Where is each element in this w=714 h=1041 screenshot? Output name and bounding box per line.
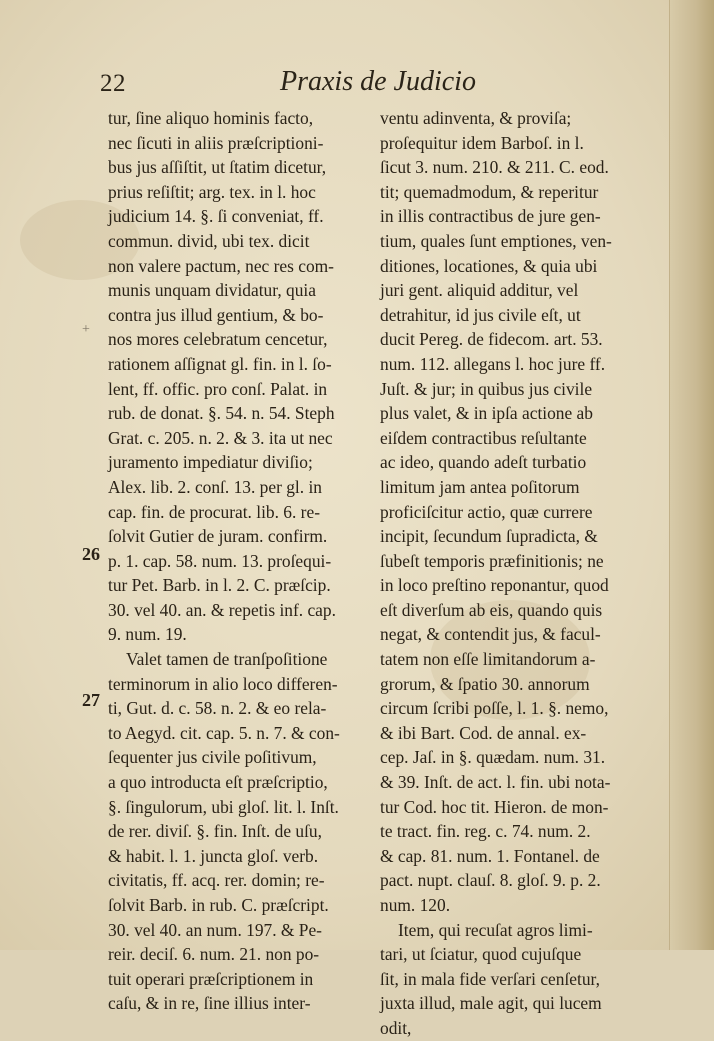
text-line: rationem aſſignat gl. fin. in l. ſo- (108, 353, 332, 374)
text-line: to Aegyd. cit. cap. 5. n. 7. & con- (108, 722, 340, 743)
text-line: tur Cod. hoc tit. Hieron. de mon- (380, 796, 609, 817)
text-line: incipit, ſecundum ſupradicta, & (380, 526, 598, 547)
text-line: 30. vel 40. an num. 197. & Pe- (108, 919, 322, 940)
text-line: non valere pactum, nec res com- (108, 255, 334, 276)
text-line: de rer. diviſ. §. fin. Inſt. de uſu, (108, 821, 322, 842)
text-line: eiſdem contractibus reſultante (380, 427, 587, 448)
text-line: juxta illud, male agit, qui lucem (380, 993, 602, 1014)
text-line: & habit. l. 1. juncta gloſ. verb. (108, 845, 319, 866)
text-line: ditiones, locationes, & quia ubi (380, 255, 598, 276)
text-line: caſu, & in re, ſine illius inter- (108, 993, 311, 1014)
text-line: cep. Jaſ. in §. quædam. num. 31. (380, 747, 606, 768)
text-line: proſequitur idem Barboſ. in l. (380, 132, 584, 153)
text-line: p. 1. cap. 58. num. 13. proſequi- (108, 550, 332, 571)
text-line: commun. divid, ubi tex. dicit (108, 230, 310, 251)
text-line: ventu adinventa, & proviſa; (380, 108, 572, 128)
text-line: ac ideo, quando adeſt turbatio (380, 452, 587, 473)
text-line: ſolvit Gutier de juram. confirm. (108, 526, 328, 547)
text-line: civitatis, ff. acq. rer. domin; re- (108, 870, 325, 891)
text-line: eſt diverſum ab eis, quando quis (380, 599, 603, 620)
text-line: Alex. lib. 2. conſ. 13. per gl. in (108, 476, 322, 497)
text-line: & cap. 81. num. 1. Fontanel. de (380, 845, 600, 866)
text-line: contra jus illud gentium, & bo- (108, 304, 324, 325)
text-line: prius reſiſtit; arg. tex. in l. hoc (108, 181, 316, 202)
page-header (100, 64, 660, 104)
text-line: bus jus aſſiſtit, ut ſtatim dicetur, (108, 157, 327, 178)
text-line: 9. num. 19. (108, 624, 187, 645)
text-line: Item, qui recuſat agros limi- (398, 919, 593, 940)
text-line: Juſt. & jur; in quibus jus civile (380, 378, 593, 399)
text-line: nec ſicuti in aliis præſcriptioni- (108, 132, 324, 153)
text-line: num. 120. (380, 895, 451, 915)
text-line: nos mores celebratum cencetur, (108, 329, 328, 350)
text-line: num. 112. allegans l. hoc jure ff. (380, 353, 606, 374)
text-line: terminorum in alio loco differen- (108, 673, 338, 694)
text-line: ſolvit Barb. in rub. C. præſcript. (108, 895, 329, 915)
text-line: limitum jam antea poſitorum (380, 476, 580, 497)
text-line: ſicut 3. num. 210. & 211. C. eod. (380, 157, 609, 178)
text-line: tuit operari præſcriptionem in (108, 968, 314, 989)
text-line: §. ſingulorum, ubi gloſ. lit. l. Inſt. (108, 796, 339, 817)
text-line: negat, & contendit jus, & facul- (380, 624, 601, 645)
text-line: 30. vel 40. an. & repetis inf. cap. (108, 599, 336, 620)
page-number: 22 (100, 70, 126, 97)
text-line: ſubeſt temporis præfinitionis; ne (380, 550, 604, 571)
text-line: in illis contractibus de jure gen- (380, 206, 601, 227)
text-line: ſequenter jus civile poſitivum, (108, 747, 317, 768)
text-line: tatem non eſſe limitandorum a- (380, 649, 596, 670)
text-line: juramento impediatur diviſio; (108, 452, 313, 473)
text-line: a quo introducta eſt præſcriptio, (108, 772, 328, 793)
text-line: reir. deciſ. 6. num. 21. non po- (108, 944, 320, 965)
text-line: tur, ſine aliquo hominis facto, (108, 108, 314, 128)
text-line: & 39. Inſt. de act. l. fin. ubi nota- (380, 772, 611, 793)
text-line: tit; quemadmodum, & reperitur (380, 181, 599, 202)
right-text-column (380, 106, 642, 1041)
margin-paragraph-number-26: 26 (82, 544, 100, 564)
left-text-column (108, 106, 366, 1016)
text-line: Valet tamen de tranſpoſitione (126, 649, 328, 670)
pencil-cross-mark: + (82, 322, 90, 337)
text-line: juri gent. aliquid additur, vel (380, 280, 579, 301)
text-line: & ibi Bart. Cod. de annal. ex- (380, 722, 587, 743)
text-line: grorum, & ſpatio 30. annorum (380, 673, 590, 694)
text-line: pact. nupt. clauſ. 8. gloſ. 9. p. 2. (380, 870, 601, 891)
text-line: tur Pet. Barb. in l. 2. C. præſcip. (108, 575, 331, 596)
text-line: ſit, in mala fide verſari cenſetur, (380, 968, 600, 989)
text-line: ti, Gut. d. c. 58. n. 2. & eo rela- (108, 698, 327, 719)
text-line: proficiſcitur actio, quæ currere (380, 501, 593, 522)
text-line: cap. fin. de procurat. lib. 6. re- (108, 501, 320, 522)
margin-paragraph-number-27: 27 (82, 690, 100, 710)
text-line: circum ſcribi poſſe, l. 1. §. nemo, (380, 698, 609, 719)
text-line: ducit Pereg. de fidecom. art. 53. (380, 329, 603, 350)
running-title: Praxis de Judicio (280, 66, 476, 97)
text-line: Grat. c. 205. n. 2. & 3. ita ut nec (108, 427, 333, 448)
text-line: tari, ut ſciatur, quod cujuſque (380, 944, 582, 965)
text-line: plus valet, & in ipſa actione ab (380, 403, 593, 424)
text-line: odit, (380, 1017, 412, 1038)
text-line: rub. de donat. §. 54. n. 54. Steph (108, 403, 335, 424)
text-line: judicium 14. §. ſi conveniat, ff. (108, 206, 324, 227)
text-line: in loco preſtino reponantur, quod (380, 575, 609, 596)
text-line: munis unquam dividatur, quia (108, 280, 316, 301)
text-line: tium, quales ſunt emptiones, ven- (380, 230, 612, 251)
text-line: lent, ff. offic. pro conſ. Palat. in (108, 378, 328, 399)
text-line: te tract. fin. reg. c. 74. num. 2. (380, 821, 591, 842)
page-fold-shadow (669, 0, 714, 950)
text-line: detrahitur, id jus civile eſt, ut (380, 304, 581, 325)
